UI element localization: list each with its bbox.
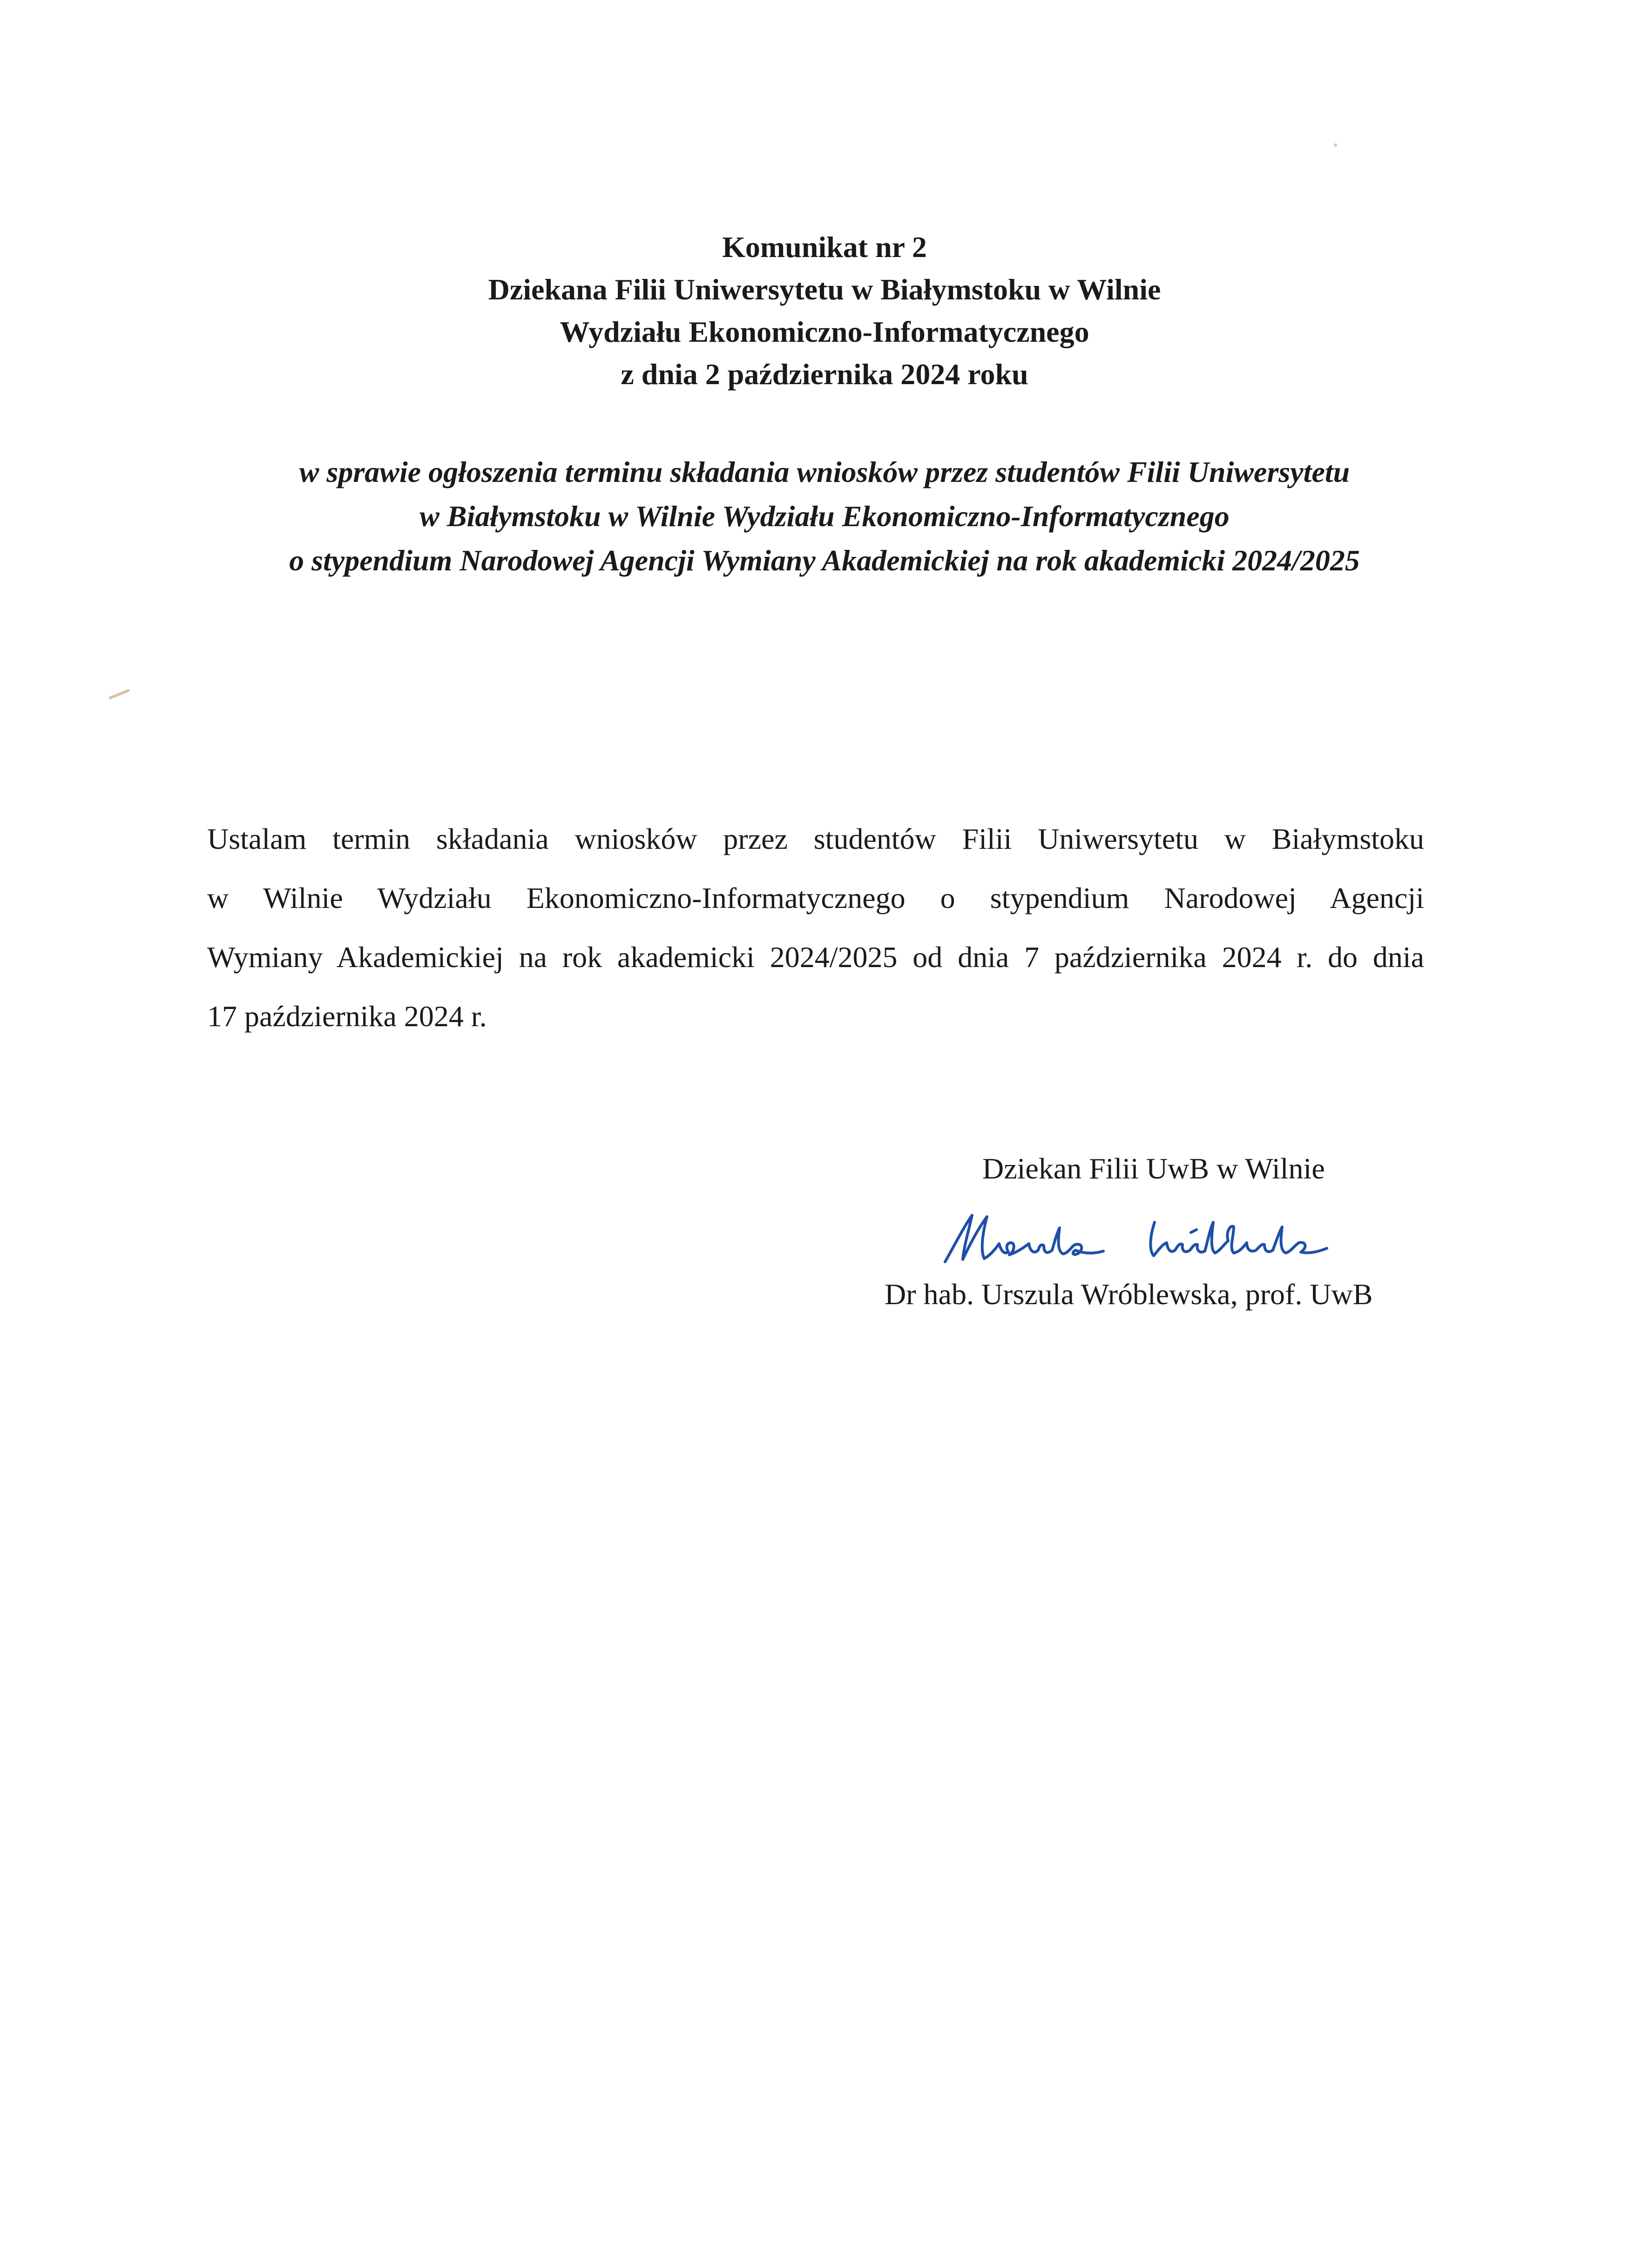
body-line: w Wilnie Wydziału Ekonomiczno-Informatycznego o stypendium Narodowej Agencji	[207, 881, 1424, 914]
document-subject	[0, 450, 1649, 582]
body-line: 17 października 2024 r.	[207, 1000, 487, 1033]
document-body	[207, 809, 1424, 1046]
signatory-name: Dr hab. Urszula Wróblewska, prof. UwB	[885, 1278, 1373, 1311]
handwritten-signature	[936, 1204, 1336, 1273]
heading-issuer: Dziekana Filii Uniwersytetu w Białymstoku w Wilnie	[488, 273, 1161, 306]
scan-stain-mark	[108, 689, 130, 700]
subject-line: w sprawie ogłoszenia terminu składania wniosków przez studentów Filii Uniwersytetu	[299, 455, 1350, 488]
subject-line: o stypendium Narodowej Agencji Wymiany Akademickiej na rok akademicki 2024/2025	[289, 544, 1360, 577]
heading-faculty: Wydziału Ekonomiczno-Informatycznego	[560, 315, 1089, 348]
scan-dust-mark	[1334, 143, 1337, 147]
subject-line: w Białymstoku w Wilnie Wydziału Ekonomiczno-Informatycznego	[419, 500, 1230, 533]
heading-date: z dnia 2 października 2024 roku	[621, 358, 1028, 391]
body-line: Ustalam termin składania wniosków przez studentów Filii Uniwersytetu w Białymstoku	[207, 822, 1424, 855]
signatory-title: Dziekan Filii UwB w Wilnie	[982, 1152, 1325, 1185]
body-line: Wymiany Akademickiej na rok akademicki 2024/2025 od dnia 7 października 2024 r. do dnia	[207, 941, 1424, 974]
document-heading	[0, 226, 1649, 395]
heading-title: Komunikat nr 2	[722, 230, 927, 264]
